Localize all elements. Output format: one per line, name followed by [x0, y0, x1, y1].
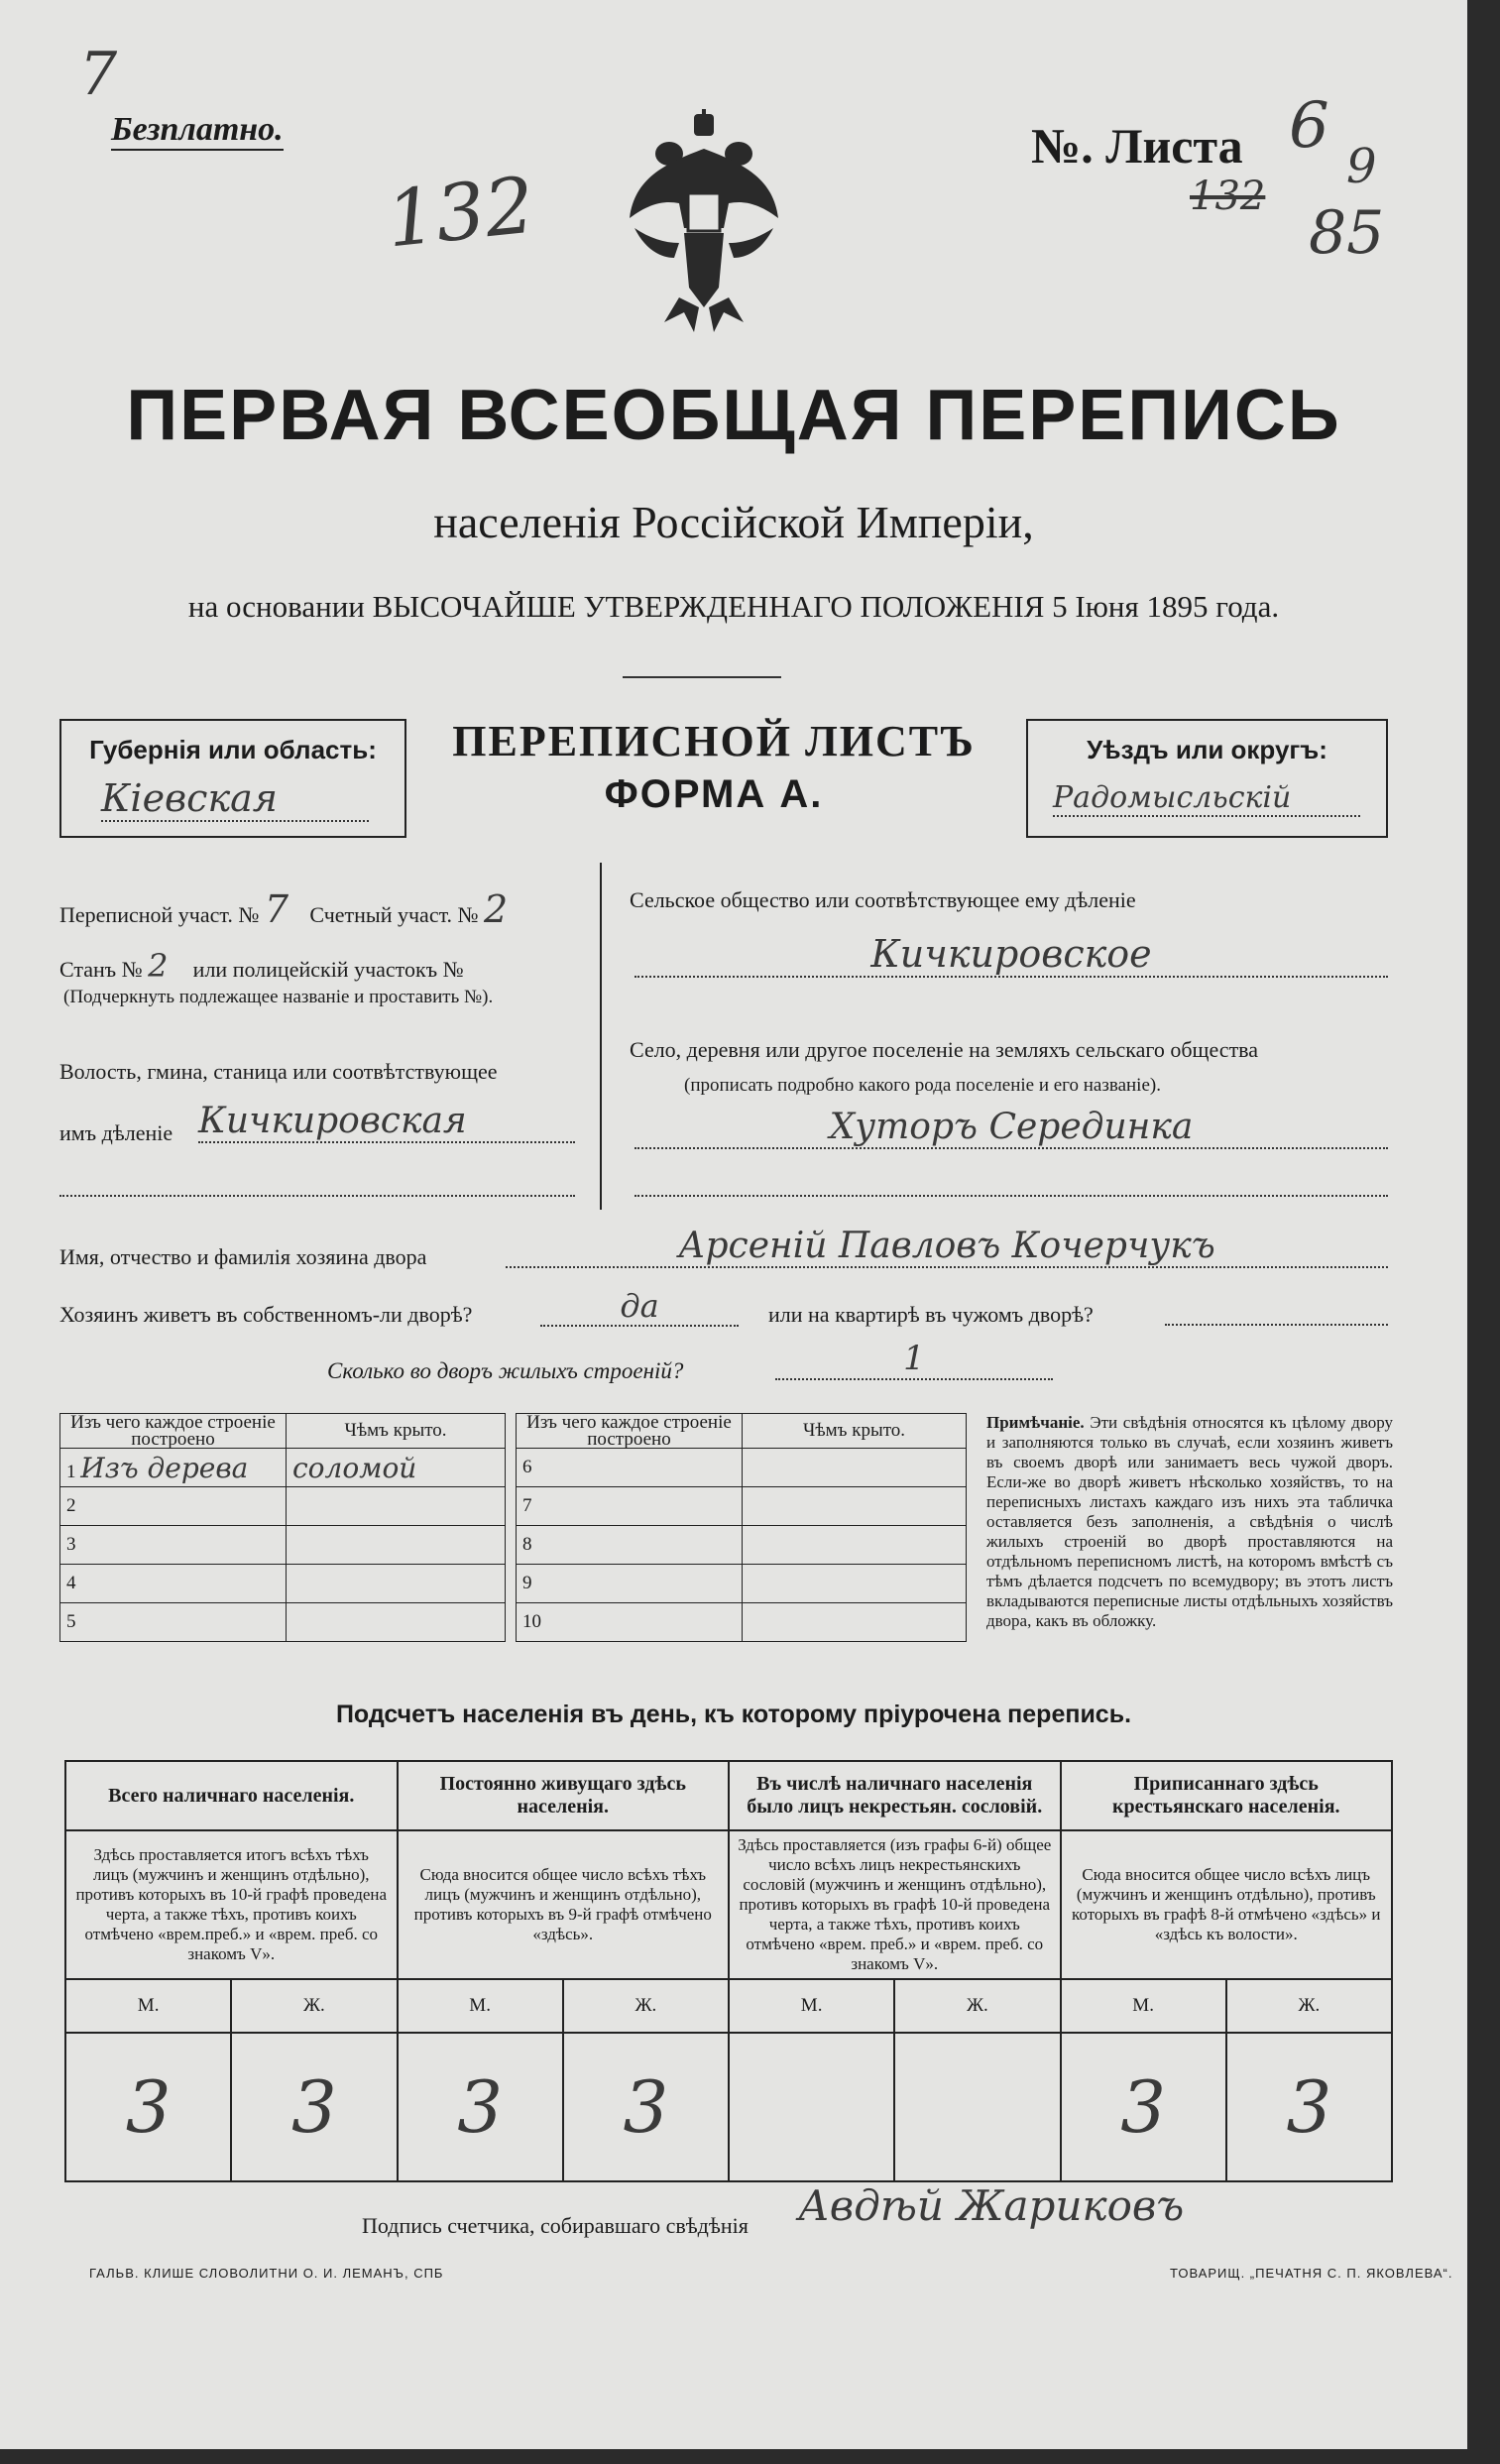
- police-label: или полицейскій участокъ №: [192, 957, 464, 982]
- own-yard-label: Хозяинъ живетъ въ собственномъ-ли дворѣ?: [59, 1302, 473, 1327]
- stan-label: Станъ №: [59, 957, 143, 982]
- printer-left: ГАЛЬВ. КЛИШЕ СЛОВОЛИТНИ О. И. ЛЕМАНЪ, СПБ: [89, 2266, 444, 2281]
- row-number: 5: [66, 1611, 76, 1632]
- subtitle: населенія Россійской Имперіи,: [433, 497, 1034, 547]
- structures-table-left: [59, 1413, 506, 1642]
- pop-col-title: Приписаннаго здѣсь крестьянскаго населенія.: [1061, 1761, 1393, 1830]
- structures-col-material: Изъ чего каждое строеніе построено: [60, 1414, 287, 1449]
- basis-line: на основании ВЫСОЧАЙШЕ УТВЕРЖДЕННАГО ПОЛОЖЕНІЯ 5 Іюня 1895 года.: [187, 589, 1280, 624]
- population-table: [64, 1760, 1393, 2182]
- gubernia-value: Кіевская: [101, 776, 369, 822]
- obshestvo-label: Сельское общество или соотвѣтствующее ему дѣленіе: [630, 887, 1136, 912]
- uchastok-row: [59, 887, 508, 931]
- ornament-divider: [623, 676, 781, 678]
- pop-col-title: Всего наличнаго населенія.: [65, 1761, 398, 1830]
- pop-value-m: 3: [65, 2033, 231, 2181]
- main-title: ПЕРВАЯ ВСЕОБЩАЯ ПЕРЕПИСЬ: [126, 376, 1341, 455]
- sheet-number-handwritten-4: 85: [1309, 198, 1385, 268]
- form-title-block: [426, 716, 1001, 817]
- pop-value-f: 3: [231, 2033, 397, 2181]
- m-label: М.: [1061, 1979, 1226, 2033]
- row-number: 2: [66, 1495, 76, 1516]
- volost-value: Кичкировская: [198, 1101, 575, 1143]
- section-divider: [600, 863, 602, 1210]
- selo-note: (прописать подробно какого рода поселеніе и его названіе).: [684, 1075, 1161, 1096]
- row-roof: соломой: [287, 1449, 506, 1487]
- uchastok-label: Переписной участ. №: [59, 902, 260, 927]
- schetny-value: 2: [484, 887, 509, 931]
- structures-table-right: [516, 1413, 967, 1642]
- own-yard-value: да: [540, 1287, 739, 1327]
- free-label: Безплатно.: [111, 111, 284, 151]
- stan-row: [59, 947, 464, 985]
- pop-col-desc: Сюда вносится общее число всѣхъ лицъ (мужчинъ и женщинъ отдѣльно), противъ которыхъ въ графѣ 8-й отмѣчено «здѣсь» и «здѣсь къ волости».: [1061, 1830, 1393, 1979]
- owner-name-value: Арсеній Павловъ Кочерчукъ: [506, 1226, 1388, 1268]
- m-label: М.: [729, 1979, 894, 2033]
- row-number: 6: [522, 1457, 532, 1477]
- pop-col-desc: Сюда вносится общее число всѣхъ тѣхъ лицъ (мужчинъ и женщинъ отдѣльно), противъ которыхъ въ 9-й графѣ отмѣчено «здѣсь».: [398, 1830, 730, 1979]
- note-text: Эти свѣдѣнія относятся къ цѣлому двору и заполняются только въ случаѣ, если хозяинъ живетъ въ своемъ дворѣ или занимаетъ весь чужой дворъ. Если-же во дворѣ живетъ нѣсколько хозяйствъ, то на переписныхъ листахъ каждаго изъ нихъ эта табличка оставляется безъ заполненія, а свѣдѣнія о числѣ жилыхъ строеній во дворѣ проставляются на отдѣльномъ переписномъ листѣ, на которомъ вмѣстѣ съ тѣмъ дѣлается подсчетъ по всемудвору; въ этотъ листъ вкладываются переписные листы отдѣльныхъ хозяйствъ двора, какъ въ обложку.: [986, 1413, 1394, 1630]
- stan-value: 2: [148, 947, 169, 985]
- uchastok-value: 7: [264, 887, 289, 931]
- rent-label: или на квартирѣ въ чужомъ дворѣ?: [768, 1302, 1094, 1327]
- row-number: 1: [66, 1461, 76, 1482]
- rent-value-line: [1165, 1324, 1388, 1326]
- signature-value: Авдѣй Жариковъ: [798, 2181, 1185, 2230]
- volost-label: Волость, гмина, станица или соотвѣтствующее: [59, 1059, 498, 1084]
- pop-value-f: [894, 2033, 1060, 2181]
- gubernia-box: [59, 719, 406, 838]
- pop-value-f: 3: [1226, 2033, 1392, 2181]
- form-subtitle: ФОРМА А.: [604, 772, 824, 816]
- f-label: Ж.: [563, 1979, 729, 2033]
- row-number: 3: [66, 1534, 76, 1555]
- population-heading: Подсчетъ населенія въ день, къ которому пріурочена перепись.: [335, 1701, 1132, 1728]
- sheet-number-handwritten-3: 9: [1346, 139, 1377, 194]
- structures-col-material: Изъ чего каждое строеніе построено: [517, 1414, 743, 1449]
- buildings-label: Сколько во дворъ жилыхъ строеній?: [327, 1358, 684, 1383]
- form-title: ПЕРЕПИСНОЙ ЛИСТЪ: [452, 717, 976, 765]
- obshestvo-value: Кичкировское: [635, 932, 1388, 978]
- row-material: Изъ дерева: [80, 1451, 249, 1484]
- m-label: М.: [398, 1979, 563, 2033]
- pop-value-m: 3: [1061, 2033, 1226, 2181]
- structures-col-roof: Чѣмъ крыто.: [287, 1414, 506, 1449]
- uezd-box: [1026, 719, 1388, 838]
- sheet-number-handwritten-2: 132: [1190, 174, 1266, 219]
- row-number: 9: [522, 1573, 532, 1593]
- owner-name-label: Имя, отчество и фамилія хозяина двора: [59, 1244, 427, 1269]
- f-label: Ж.: [231, 1979, 397, 2033]
- row-number: 4: [66, 1573, 76, 1593]
- row-number: 7: [522, 1495, 532, 1516]
- sheet-number-label: №. Листа: [1031, 118, 1243, 174]
- note-block: [986, 1413, 1393, 1631]
- pop-col-title: Постоянно живущаго здѣсь населенія.: [398, 1761, 730, 1830]
- selo-label: Село, деревня или другое поселеніе на земляхъ сельскаго общества: [630, 1037, 1259, 1062]
- pop-col-desc: Здѣсь проставляется (изъ графы 6-й) общее число всѣхъ лицъ некрестьянскихъ сословій (мужчинъ и женщинъ отдѣльно), противъ которыхъ въ графѣ 10-й проведена черта, а также тѣхъ, противъ коихъ отмѣчено «врем. преб.» и «врем. преб. со знакомъ V».: [729, 1830, 1061, 1979]
- uezd-value: Радомысльскій: [1053, 780, 1360, 817]
- structures-col-roof: Чѣмъ крыто.: [743, 1414, 967, 1449]
- uezd-label: Уѣздъ или округъ:: [1087, 735, 1327, 764]
- note-label: Примѣчаніе.: [986, 1413, 1085, 1432]
- sheet-number-handwritten: 6: [1289, 89, 1329, 163]
- pop-col-desc: Здѣсь проставляется итогъ всѣхъ тѣхъ лицъ (мужчинъ и женщинъ отдѣльно), противъ которыхъ въ 10-й графѣ проведена черта, а также тѣхъ, противъ коихъ отмѣчено «врем.преб.» и «врем. преб. со знакомъ V».: [65, 1830, 398, 1979]
- f-label: Ж.: [1226, 1979, 1392, 2033]
- f-label: Ж.: [894, 1979, 1060, 2033]
- buildings-value: 1: [775, 1339, 1053, 1380]
- volost-label-2: имъ дѣленіе: [59, 1120, 173, 1145]
- schetny-label: Счетный участ. №: [309, 902, 479, 927]
- volost-extra-line: [59, 1195, 575, 1197]
- pop-col-title: Въ числѣ наличнаго населенія было лицъ некрестьян. сословій.: [729, 1761, 1061, 1830]
- m-label: М.: [65, 1979, 231, 2033]
- row-number: 10: [522, 1611, 541, 1632]
- pop-value-m: [729, 2033, 894, 2181]
- row-number: 8: [522, 1534, 532, 1555]
- corner-number: 7: [79, 40, 118, 109]
- pop-value-f: 3: [563, 2033, 729, 2181]
- pop-value-m: 3: [398, 2033, 563, 2181]
- selo-value: Хуторъ Серединка: [635, 1107, 1388, 1149]
- imperial-eagle-icon: [625, 109, 783, 337]
- printer-right: ТОВАРИЩ. „ПЕЧАТНЯ С. П. ЯКОВЛЕВА“.: [1170, 2266, 1453, 2281]
- gubernia-label: Губернія или область:: [89, 735, 377, 764]
- signature-label: Подпись счетчика, собиравшаго свѣдѣнія: [362, 2213, 749, 2238]
- selo-extra-line: [635, 1195, 1388, 1197]
- top-handwritten-number: 132: [382, 161, 539, 266]
- underline-note: (Подчеркнуть подлежащее названіе и проставить №).: [63, 987, 494, 1007]
